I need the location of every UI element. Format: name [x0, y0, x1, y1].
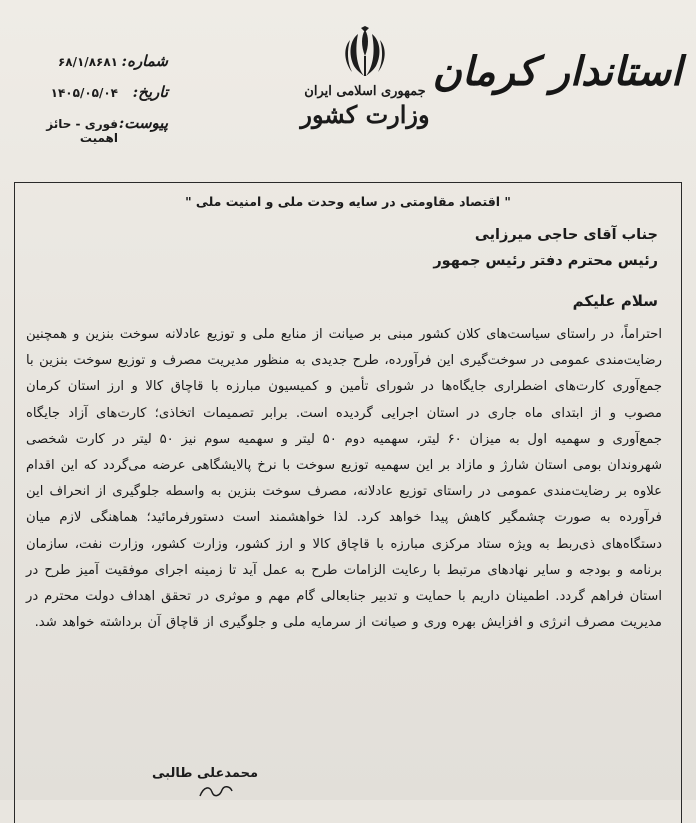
meta-date-label: تاریخ:: [132, 83, 168, 101]
iran-emblem-icon: [340, 26, 390, 82]
ministry-line1: جمهوری اسلامی ایران: [304, 84, 426, 99]
motto: " اقتصاد مقاومتی در سایه وحدت ملی و امنیت ملی ": [185, 194, 511, 209]
meta-number-row: [18, 52, 168, 83]
meta-attachment-value: فوری - حائز اهمیت: [46, 117, 118, 145]
letter-meta: [18, 52, 168, 145]
meta-number-label: شماره:: [121, 52, 168, 70]
meta-number-value: ۶۸/۱/۸۶۸۱: [57, 55, 118, 69]
meta-attachment-label: پیوست:: [118, 114, 168, 132]
emblem-block: [290, 26, 440, 130]
meta-date-value: ۱۴۰۵/۰۵/۰۴: [50, 86, 118, 100]
ministry-name: [290, 84, 440, 130]
signature-scribble-icon: [196, 782, 236, 800]
recipient-block: [433, 222, 658, 274]
meta-date-row: [18, 83, 168, 114]
recipient-name: جناب آقای حاجی میرزایی: [474, 227, 658, 243]
ministry-line2: وزارت کشور: [300, 100, 430, 130]
office-title: استاندار کرمان: [432, 48, 682, 95]
recipient-title: رئیس محترم دفتر رئیس جمهور: [433, 253, 658, 269]
meta-attachment-row: [18, 114, 168, 145]
letter-body: احتراماً، در راستای سیاست‌های کلان کشور مبنی بر صیانت از منابع ملی و توزیع عادلانه سوخت بنزین و همچنین رضایت‌مندی عمومی در سوخت‌گیری این فرآورده، طرح جدیدی به منظور مدیریت مصرف و توزیع سوخت بنزین با جمع‌آوری کارت‌های اضطراری جایگاه‌ها در شورای تأمین و کمیسیون مبارزه با قاچاق کالا و ارز استان کرمان مصوب و از ابتدای ماه جاری در استان اجرایی گردیده است. برابر تصمیمات اتخاذی؛ کارت‌های آزاد جایگاه جمع‌آوری و سهمیه اول به میزان ۶۰ لیتر، سهمیه دوم ۵۰ لیتر و سهمیه سوم نیز ۵۰ لیتر در کارت شخصی شهروندان بومی استان شارژ و مازاد بر این سهمیه توزیع سوخت با نرخ پالایشگاهی عرضه می‌گردد که این اقدام علاوه بر رضایت‌مندی عمومی در راستای توزیع عادلانه، مصرف سوخت بنزین به واسطه جلوگیری از انحراف این فرآورده به صورت چشمگیر کاهش پیدا خواهد کرد. لذا خواهشمند است دستورفرمائید؛ هماهنگی لازم میان دستگاه‌های ذی‌ربط به ویژه ستاد مرکزی مبارزه با قاچاق کالا و ارز کشور، وزارت کشور، وزارت نفت، سازمان برنامه و بودجه و سایر نهادهای مرتبط با رعایت الزامات طرح به عمل آید تا زمینه اجرای موفقیت آمیز طرح در استان فراهم گردد. اطمینان داریم با حمایت و تدبیر جنابعالی گام مهم و موثری در تحقق اهداف دولت محترم در مدیریت مصرف انرژی و افزایش بهره وری و صیانت از سرمایه ملی و جلوگیری از قاچاق آن برداشته خواهد شد.: [26, 327, 662, 631]
letterhead: [0, 0, 696, 180]
signature-name: محمدعلی طالبی: [152, 766, 258, 781]
greeting: سلام علیکم: [572, 292, 658, 310]
